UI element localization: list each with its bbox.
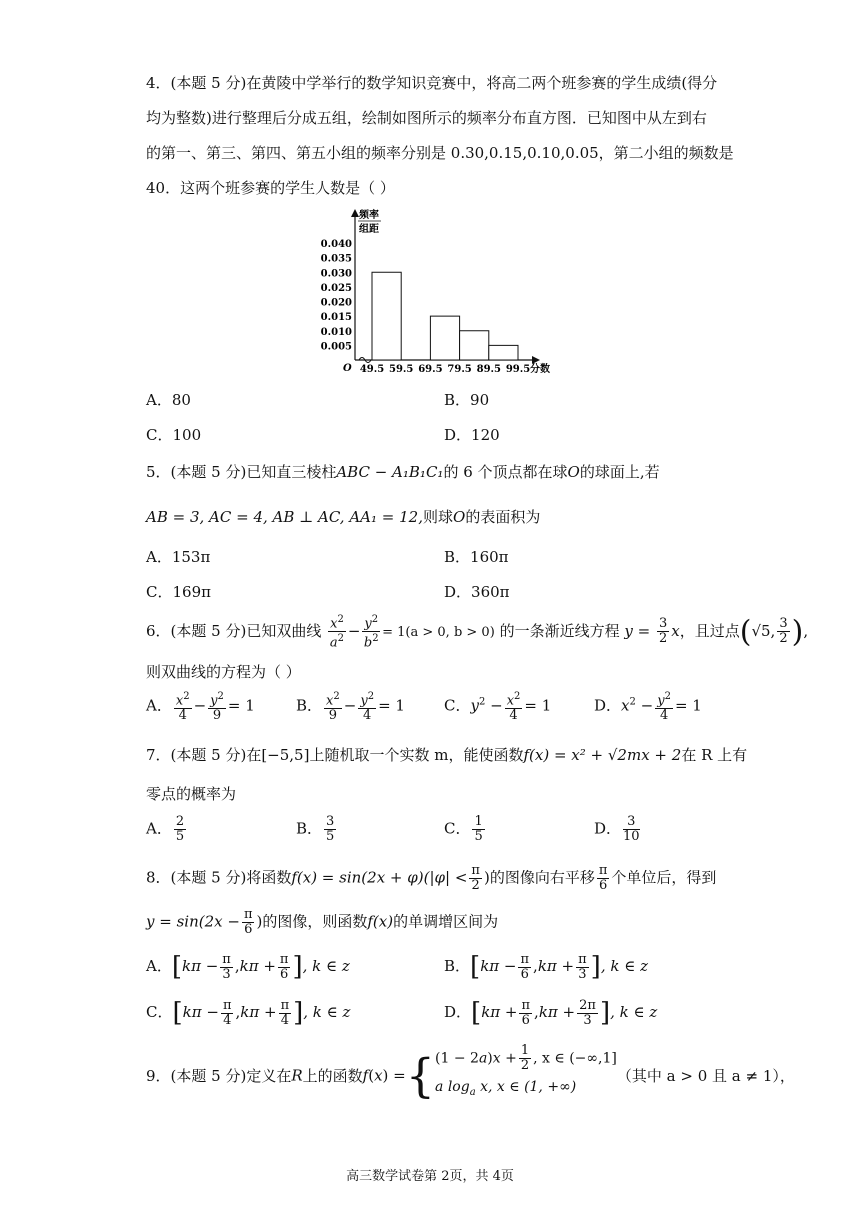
x-axis-label: 分数 — [530, 364, 550, 375]
q6-option-b[interactable]: B． $\frac{x^2}{9}$ − $\frac{y^2}{4}$ = 1 — [296, 691, 405, 724]
q4-option-a[interactable]: A．80 — [146, 391, 191, 409]
x-tick-label: 99.5 — [505, 364, 531, 375]
y-axis-arrow — [351, 209, 359, 217]
q4-line-2: 均为整数)进行整理后分成五组，绘制如图所示的频率分布直方图．已知图中从左到右 — [146, 109, 707, 127]
q5-option-c[interactable]: C．169π — [146, 583, 211, 601]
q8-prefix: 8．(本题 5 分)将函数 — [146, 868, 292, 887]
q7-option-a-label: A． — [146, 819, 172, 838]
histogram-bar — [430, 316, 459, 360]
q5-suffix: 的球面上,若 — [579, 463, 660, 481]
q8-suffix: 个单位后，得到 — [611, 868, 717, 887]
q8-option-c[interactable]: C．[kπ − $\frac{\pi}{4}$ ,kπ + $\frac{\pi}{4}$ ], k ∈ z — [146, 997, 351, 1028]
y-tick-label: 0.030 — [320, 268, 352, 280]
q9-prefix: 9．(本题 5 分)定义在 — [146, 1066, 292, 1085]
q7-c-num: 1 — [474, 814, 483, 829]
q6-line-2: 则双曲线的方程为（ ） — [146, 663, 301, 681]
q6-frac-x2a2: $\frac{x^2}{a^2}$ — [329, 614, 345, 651]
histogram-bar — [460, 331, 489, 360]
q8-option-b[interactable]: B．[kπ − $\frac{\pi}{6}$ ,kπ + $\frac{\pi}{3}$ ], k ∈ z — [444, 951, 648, 982]
q6-option-d[interactable]: D．$x^2$ − $\frac{y^2}{4}$ = 1 — [594, 691, 702, 724]
q7-a-den: 5 — [175, 829, 185, 844]
q7-a-num: 2 — [175, 814, 185, 829]
y-tick-label: 0.035 — [320, 253, 352, 265]
q8-line2-f: f(x) — [367, 912, 394, 931]
q5-option-d[interactable]: D．360π — [444, 583, 510, 601]
q6-option-a-label: A． — [146, 696, 172, 715]
y-tick-label: 0.005 — [320, 341, 352, 353]
q5-line-1 — [146, 461, 660, 482]
q7-d-den: 10 — [623, 829, 640, 844]
y-tick-label: 0.040 — [320, 239, 352, 250]
q4-option-b[interactable]: B．90 — [444, 391, 490, 409]
q6-mid: 的一条渐近线方程 — [499, 621, 620, 640]
q6-prefix: 6．(本题 5 分)已知双曲线 — [146, 621, 322, 640]
q6-option-c-label: C． — [444, 696, 471, 715]
q4-line-4: 40．这两个班参赛的学生人数是（ ） — [146, 179, 395, 197]
q7-c-den: 5 — [474, 829, 483, 844]
q8-line2-end: 的单调增区间为 — [393, 912, 499, 931]
q9-case1-domain: , x ∈ (−∞,1] — [533, 1050, 617, 1067]
y-tick-label: 0.010 — [320, 326, 352, 338]
x-axis-arrow — [532, 356, 540, 364]
q6-option-b-label: B． — [296, 696, 323, 715]
frequency-histogram — [310, 205, 550, 375]
q5-line-2 — [146, 506, 540, 527]
q8-line-2: y = sin(2x − $\frac{\pi}{6}$ )的图像，则函数f(x)的单调增区间为 — [146, 907, 499, 937]
q6-point-frac: $\frac{3}{2}$ — [779, 616, 788, 647]
q4-line-3: 的第一、第三、第四、第五小组的频率分别是 0.30,0.15,0.10,0.05，第二小组的频数是 — [146, 144, 734, 162]
x-tick-label: 69.5 — [418, 364, 443, 375]
q5-mid: 的 6 个顶点都在球 — [443, 463, 568, 481]
q7-option-c-label: C． — [444, 819, 471, 838]
q5-ball-2: O — [453, 508, 466, 526]
x-tick-label: 59.5 — [389, 364, 414, 375]
q9-line-1: 9．(本题 5 分)定义在R上的函数f(x) ={ (1 − 2a)x + $\frac{1}{2}$ , x ∈ (−∞,1] a $\log_a x$, x ∈ (1, +∞) （其中 a > 0 且 a ≠ 1）， — [146, 1044, 795, 1107]
q9-case-2: a $\log_a x$, x ∈ (1, +∞) — [435, 1079, 577, 1098]
q5-ball: O — [567, 463, 580, 481]
q7-option-a[interactable] — [146, 815, 188, 844]
q9-brace: { — [405, 1048, 436, 1103]
q7-b-num: 3 — [326, 814, 335, 829]
q5-condition: AB = 3, AC = 4, AB ⊥ AC, AA₁ = 12, — [146, 508, 423, 526]
q6-frac-y2b2: $\frac{y^2}{b^2}$ — [363, 614, 379, 651]
q7-func: f(x) = x² + √2mx + 2 — [523, 746, 682, 764]
q9-case2-pre: a log — [435, 1079, 470, 1095]
q5-option-a[interactable]: A．153π — [146, 548, 211, 566]
q7-interval: [−5,5] — [261, 746, 310, 764]
q4-option-d[interactable]: D．120 — [444, 426, 500, 444]
q7-d-num: 3 — [623, 815, 640, 830]
q8-line2-post: )的图像，则函数 — [256, 912, 368, 931]
q6-frac-32: $\frac{3}{2}$ — [658, 616, 668, 647]
q5-cond-end: 的表面积为 — [465, 508, 541, 526]
q6-option-d-label: D． — [594, 696, 622, 715]
x-tick-label: 89.5 — [476, 364, 501, 375]
q6-option-a[interactable]: A． $\frac{x^2}{4}$ − $\frac{y^2}{9}$ = 1 — [146, 691, 255, 724]
q7-mid: 上随机取一个实数 m，能使函数 — [309, 746, 524, 764]
y-tick-label: 0.025 — [320, 282, 352, 294]
q8-option-d-label: D． — [444, 1003, 472, 1021]
q8-option-a-label: A． — [146, 957, 172, 975]
q6-condition: = 1(a > 0, b > 0) — [382, 624, 495, 640]
y-label-top: 频率 — [359, 210, 379, 221]
q7-line-1 — [146, 744, 747, 765]
q7-line-2: 零点的概率为 — [146, 785, 237, 803]
q9-case-1: (1 − 2a)x + $\frac{1}{2}$ , x ∈ (−∞,1] — [435, 1043, 617, 1073]
q7-b-den: 5 — [326, 829, 335, 844]
q8-line-1 — [146, 864, 716, 893]
q8-mid: )的图像向右平移 — [483, 868, 595, 887]
q7-option-d-label: D． — [594, 819, 622, 838]
q5-prefix: 5．(本题 5 分)已知直三棱柱 — [146, 463, 337, 481]
q6-after: ，且过点 — [679, 621, 740, 640]
q8-func: f(x) = sin(2x + φ)(|φ| < — [291, 868, 468, 887]
q4-option-c[interactable]: C．100 — [146, 426, 202, 444]
histogram-bar — [372, 272, 401, 360]
origin-label: O — [343, 363, 352, 374]
q8-a-kz: , k ∈ z — [302, 957, 350, 975]
y-label-bottom: 组距 — [359, 224, 379, 235]
y-tick-label: 0.020 — [320, 297, 352, 309]
q7-option-b-label: B． — [296, 819, 323, 838]
q7-suffix: 在 R 上有 — [681, 746, 748, 764]
q9-suffix: （其中 a > 0 且 a ≠ 1）， — [616, 1066, 795, 1085]
q9-r: R — [291, 1066, 303, 1085]
q8-option-b-label: B． — [444, 957, 471, 975]
q8-c-kz: , k ∈ z — [303, 1003, 351, 1021]
q8-pi-6: $\frac{\pi}{6}$ — [598, 863, 608, 893]
q8-pi-2: $\frac{\pi}{2}$ — [471, 863, 480, 893]
q9-mid: 上的函数 — [302, 1066, 363, 1085]
q9-cases — [435, 1044, 617, 1107]
q8-option-a[interactable]: A．[kπ − $\frac{\pi}{3}$ ,kπ + $\frac{\pi}{6}$ ], k ∈ z — [146, 951, 350, 982]
q5-cond-suffix: 则球 — [422, 508, 453, 526]
q8-option-c-label: C． — [146, 1003, 173, 1021]
q8-b-kz: , k ∈ z — [600, 957, 648, 975]
q7-option-b[interactable] — [296, 815, 338, 844]
q7-option-c[interactable] — [444, 815, 487, 844]
q7-option-d[interactable] — [594, 815, 642, 844]
q4-line-1: 4．(本题 5 分)在黄陵中学举行的数学知识竞赛中，将高二两个班参赛的学生成绩(得分 — [146, 74, 718, 92]
x-tick-label: 49.5 — [359, 364, 385, 375]
q6-eq: y = — [624, 621, 651, 640]
q7-prefix: 7．(本题 5 分)在 — [146, 746, 262, 764]
x-tick-label: 79.5 — [447, 364, 472, 375]
q6-line-1: 6．(本题 5 分)已知双曲线 $\frac{x^2}{a^2}$ − $\frac{y^2}{b^2}$ = 1(a > 0, b > 0) 的一条渐近线方程 y = $\frac{3}{2}$ x，且过点(√5, $\frac{3}{2}$ ), — [146, 614, 809, 651]
q6-option-c[interactable]: C．$y^2$ − $\frac{x^2}{4}$ = 1 — [444, 691, 552, 724]
q8-line2-pre: y = sin(2x − — [146, 912, 240, 931]
y-tick-label: 0.015 — [320, 312, 352, 324]
q5-option-b[interactable]: B．160π — [444, 548, 509, 566]
page-footer: 高三数学试卷第 2页，共 4页 — [346, 1169, 514, 1184]
q9-case2-post: x, x ∈ (1, +∞) — [480, 1079, 577, 1095]
q5-prism: ABC − A₁B₁C₁ — [336, 463, 444, 481]
q8-d-kz: , k ∈ z — [610, 1003, 658, 1021]
histogram-bar — [489, 345, 518, 360]
q8-option-d[interactable]: D．[kπ + $\frac{\pi}{6}$ ,kπ + $\frac{2\pi}{3}$ ], k ∈ z — [444, 997, 658, 1028]
